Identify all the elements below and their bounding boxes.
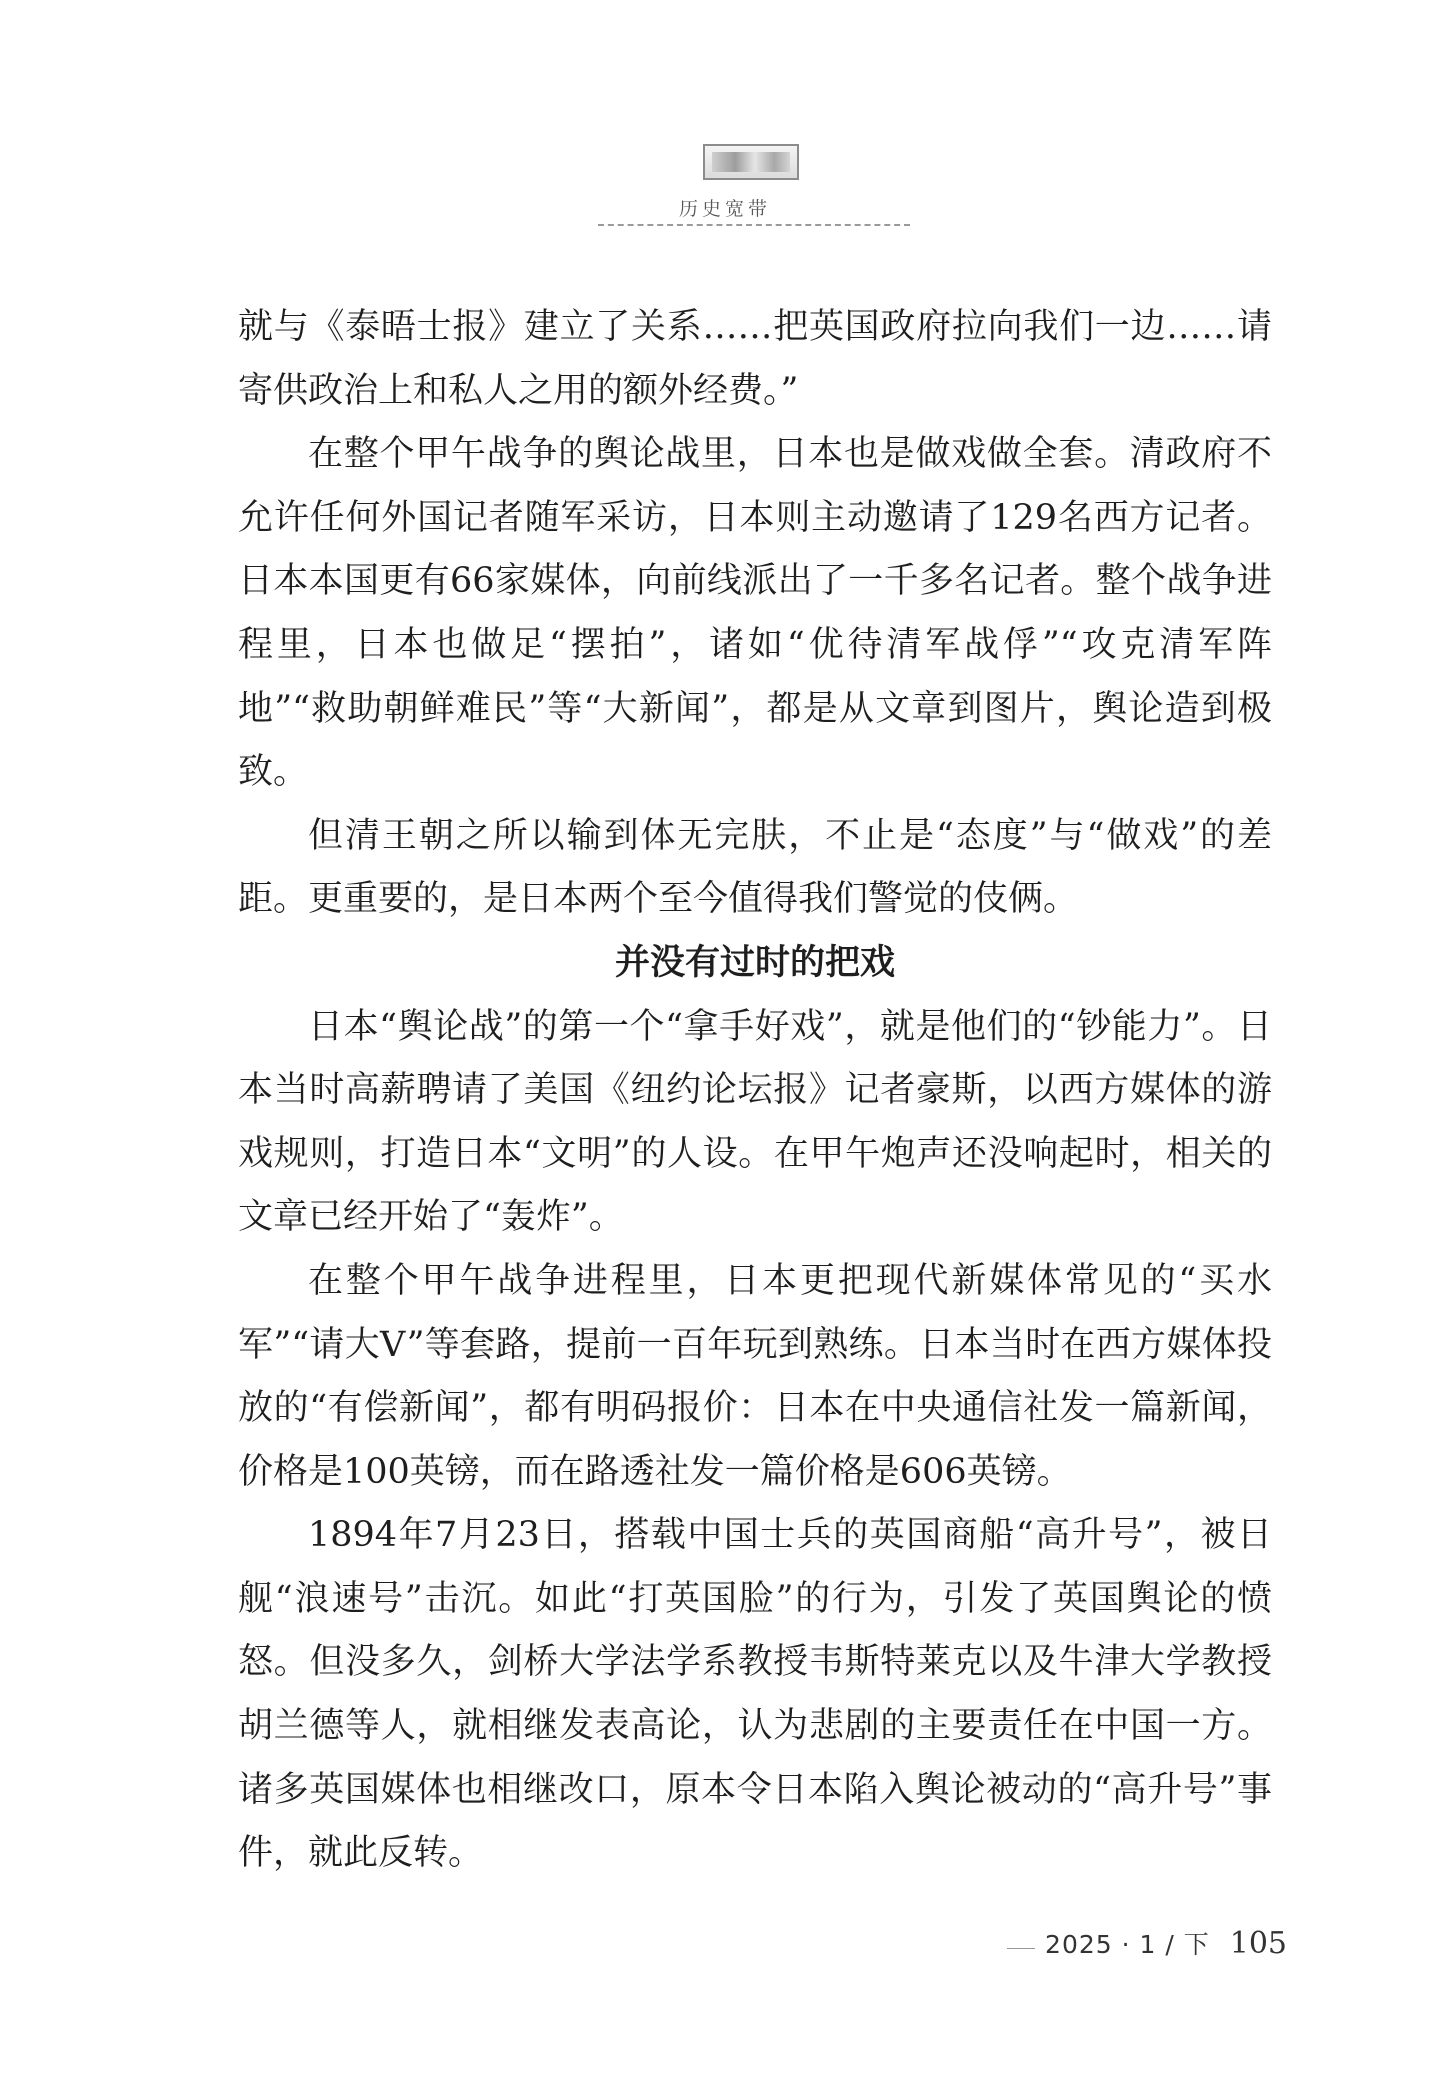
column-logo-icon [703,144,799,180]
column-name: 历史宽带 [678,198,771,220]
article-body [238,296,1272,1886]
page-footer [1007,1925,1287,1961]
running-header [0,140,1450,240]
header-divider [598,224,910,226]
footer-dash [1007,1948,1035,1949]
issue-label: 2025 · 1 / 下 [1045,1930,1210,1959]
paragraph: 在整个甲午战争进程里，日本更把现代新媒体常见的“买水军”“请大V”等套路，提前一百年玩到熟练。日本当时在西方媒体投放的“有偿新闻”，都有明码报价：日本在中央通信社发一篇新闻，价格是100英镑，而在路透社发一篇价格是606英镑。 [238,1260,1272,1492]
paragraph: 在整个甲午战争的舆论战里，日本也是做戏做全套。清政府不允许任何外国记者随军采访，日本则主动邀请了129名西方记者。日本本国更有66家媒体，向前线派出了一千多名记者。整个战争进程里，日本也做足“摆拍”，诸如“优待清军战俘”“攻克清军阵地”“救助朝鲜难民”等“大新闻”，都是从文章到图片，舆论造到极致。 [238,434,1272,793]
paragraph: 1894年7月23日，搭载中国士兵的英国商船“高升号”，被日舰“浪速号”击沉。如此“打英国脸”的行为，引发了英国舆论的愤怒。但没多久，剑桥大学法学系教授韦斯特莱克以及牛津大学教授胡兰德等人，就相继发表高论，认为悲剧的主要责任在中国一方。诸多英国媒体也相继改口，原本令日本陷入舆论被动的“高升号”事件，就此反转。 [238,1515,1272,1874]
paragraph: 日本“舆论战”的第一个“拿手好戏”，就是他们的“钞能力”。日本当时高薪聘请了美国《纽约论坛报》记者豪斯，以西方媒体的游戏规则，打造日本“文明”的人设。在甲午炮声还没响起时，相关的文章已经开始了“轰炸”。 [238,1006,1272,1238]
paragraph: 就与《泰晤士报》建立了关系……把英国政府拉向我们一边……请寄供政治上和私人之用的额外经费。” [238,307,1272,411]
paragraph: 但清王朝之所以输到体无完肤，不止是“态度”与“做戏”的差距。更重要的，是日本两个至今值得我们警觉的伎俩。 [238,815,1272,920]
page-number: 105 [1229,1926,1287,1961]
section-heading: 并没有过时的把戏 [614,942,895,983]
